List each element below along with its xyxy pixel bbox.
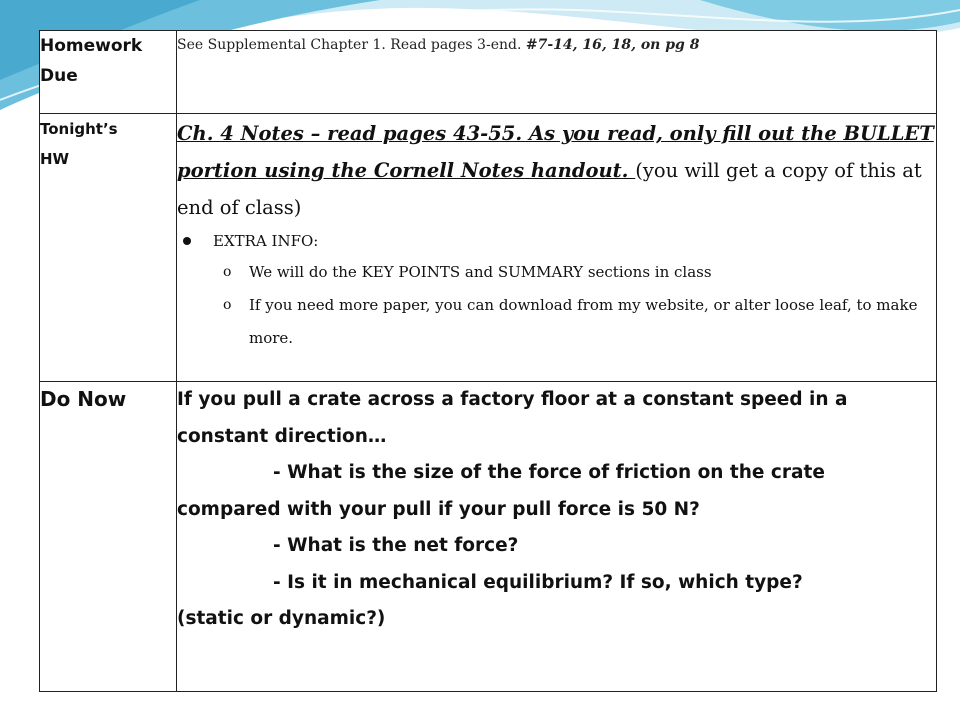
list-item-text: We will do the KEY POINTS and SUMMARY sections in class [249, 263, 712, 281]
extra-info-list [223, 256, 936, 355]
bullet-dot-icon [183, 237, 191, 245]
homework-due-problems: #7-14, 16, 18, on pg 8 [525, 37, 700, 53]
label-homework-line1: Homework [40, 36, 143, 56]
homework-due-plain: See Supplemental Chapter 1. Read pages 3-end. [177, 37, 522, 53]
homework-table [39, 30, 937, 692]
homework-due-text [177, 31, 936, 57]
tonights-hw-content [177, 114, 937, 382]
circle-bullet-icon: o [223, 297, 232, 313]
tonights-hw-assignment: Ch. 4 Notes – read pages 43-55. As you read, only fill out the BULLET portion using the Cornell Notes handout. [177, 122, 934, 182]
label-homework-due [40, 31, 177, 114]
list-item [223, 289, 936, 355]
label-tonight-line1: Tonight’s [40, 120, 118, 138]
label-tonights-hw [40, 114, 177, 382]
circle-bullet-icon: o [223, 264, 232, 280]
do-now-q2: - What is the net force? [273, 535, 519, 556]
do-now-intro: If you pull a crate across a factory floor at a constant speed in a constant direction… [177, 389, 848, 447]
extra-info-bullet [181, 226, 936, 256]
tonights-hw-main [177, 115, 936, 226]
do-now-question [177, 382, 936, 638]
list-item-text: If you need more paper, you can download from my website, or alter loose leaf, to make more. [249, 296, 918, 347]
do-now-q3a: - Is it in mechanical equilibrium? If so, which type? [273, 571, 803, 593]
row-tonights-hw [40, 114, 937, 382]
label-do-now [40, 382, 177, 692]
homework-due-content [177, 31, 937, 114]
label-tonight-line2: HW [40, 150, 70, 168]
do-now-q1a: - What is the size of the force of friction on the crate [273, 462, 825, 483]
do-now-content [177, 382, 937, 692]
tonights-hw-note: (you will get a copy of this at end of class) [177, 159, 922, 219]
do-now-q3b: (static or dynamic?) [177, 608, 386, 629]
do-now-q1b: compared with your pull if your pull force is 50 N? [177, 498, 700, 520]
label-homework-line2: Due [40, 66, 78, 86]
row-do-now [40, 382, 937, 692]
extra-info-label: EXTRA INFO: [213, 232, 319, 250]
label-do-now-text: Do Now [40, 387, 127, 411]
list-item [223, 256, 936, 289]
row-homework-due [40, 31, 937, 114]
